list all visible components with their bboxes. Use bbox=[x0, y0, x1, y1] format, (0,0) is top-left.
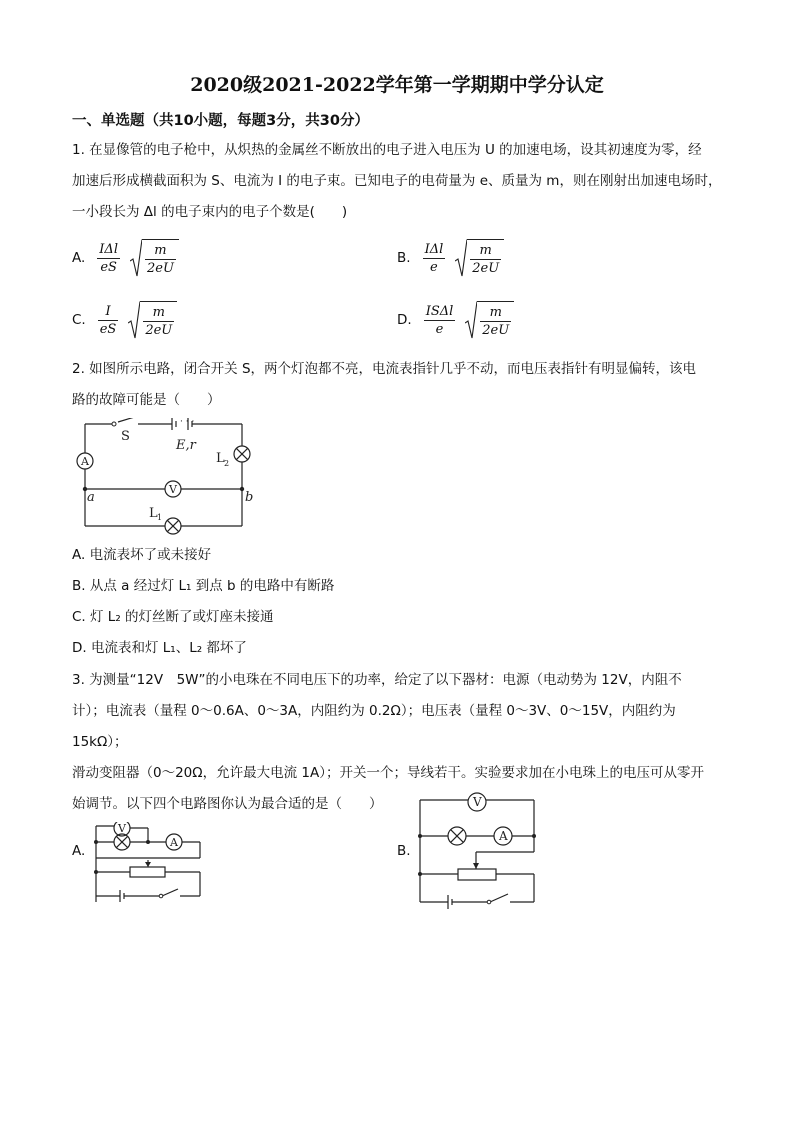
ammeter-label: A bbox=[81, 455, 89, 468]
numerator: IΔl bbox=[424, 241, 444, 257]
q3-line-2: 计）；电流表（量程 0～0.6A、0～3A，内阻约为 0.2Ω）；电压表（量程 0～3V、0～15V，内阻约为 15kΩ）； bbox=[72, 703, 676, 750]
radicand-denominator: 2eU bbox=[482, 323, 510, 338]
denominator: e bbox=[430, 259, 438, 275]
option-letter: C. bbox=[72, 312, 86, 328]
denominator: eS bbox=[99, 321, 117, 337]
q3-option-a-label: A. bbox=[72, 843, 86, 859]
q1-line-2: 加速后形成横截面积为 S、电流为 I 的电子束。已知电子的电荷量为 e、质量为 m，则在刚射出加速电场时， bbox=[72, 173, 722, 189]
q1-option-a bbox=[72, 234, 179, 282]
square-root bbox=[128, 301, 177, 339]
q2-text bbox=[72, 354, 732, 416]
q1-line-1: 1. 在显像管的电子枪中，从炽热的金属丝不断放出的电子进入电压为 U 的加速电场，设其初速度为零，经 bbox=[72, 142, 702, 158]
lamp2-label: L bbox=[216, 451, 225, 466]
radicand-numerator: m bbox=[480, 304, 511, 322]
q3-line-1: 3. 为测量“12V 5W”的小电珠在不同电压下的功率，给定了以下器材：电源（电动势为 12V，内阻不 bbox=[72, 672, 682, 688]
fraction bbox=[424, 303, 456, 338]
q1-option-c bbox=[72, 296, 177, 344]
section-heading: 一、单选题（共10小题，每题3分，共30分） bbox=[72, 113, 369, 129]
q3a-ammeter-label: A bbox=[170, 836, 178, 849]
radical-sign-icon bbox=[128, 301, 140, 339]
q2-options bbox=[72, 540, 732, 664]
q3-option-b-label: B. bbox=[397, 843, 411, 859]
q3-circuit-a bbox=[90, 822, 206, 914]
q3b-ammeter-label: A bbox=[499, 829, 508, 843]
radicand-numerator: m bbox=[143, 304, 174, 322]
page-title: 2020级2021-2022学年第一学期期中学分认定 bbox=[190, 74, 604, 96]
lamp2-subscript: 2 bbox=[224, 459, 230, 468]
lamp1-subscript: 1 bbox=[157, 513, 163, 522]
q2-circuit-diagram bbox=[72, 418, 262, 536]
switch-label: S bbox=[121, 429, 130, 444]
q1-text bbox=[72, 135, 732, 228]
q3-line-3: 滑动变阻器（0～20Ω，允许最大电流 1A）；开关一个；导线若干。实验要求加在小电珠上的电压可从零开 bbox=[72, 765, 704, 781]
denominator: eS bbox=[100, 259, 117, 275]
q1-option-b bbox=[397, 234, 504, 282]
numerator: ISΔl bbox=[425, 303, 454, 319]
q3-line-4: 始调节。以下四个电路图你认为最合适的是（ ） bbox=[72, 796, 383, 812]
radicand-denominator: 2eU bbox=[145, 323, 173, 338]
lamp1-label: L bbox=[149, 506, 158, 521]
numerator: I bbox=[98, 303, 119, 321]
radical-sign-icon bbox=[455, 239, 467, 277]
q2-line-2: 路的故障可能是（ ） bbox=[72, 392, 221, 408]
q3a-voltmeter-label: V bbox=[118, 822, 126, 835]
battery-label: E,r bbox=[176, 438, 196, 453]
q3-circuit-b bbox=[414, 790, 540, 914]
radicand-denominator: 2eU bbox=[146, 261, 174, 276]
q2-option-b: B. 从点 a 经过灯 L₁ 到点 b 的电路中有断路 bbox=[72, 578, 335, 594]
square-root bbox=[130, 239, 179, 277]
radical-sign-icon bbox=[130, 239, 142, 277]
fraction bbox=[98, 303, 119, 338]
node-b-label: b bbox=[245, 490, 254, 505]
fraction bbox=[97, 241, 120, 276]
node-a-label: a bbox=[87, 490, 95, 505]
q2-option-c: C. 灯 L₂ 的灯丝断了或灯座未接通 bbox=[72, 609, 274, 625]
denominator: e bbox=[435, 321, 444, 337]
square-root bbox=[465, 301, 514, 339]
q3-text bbox=[72, 665, 732, 820]
q1-option-d bbox=[397, 296, 514, 344]
option-letter: B. bbox=[397, 250, 411, 266]
numerator: IΔl bbox=[99, 241, 118, 257]
q1-line-3: 一小段长为 Δl 的电子束内的电子个数是( ) bbox=[72, 204, 348, 220]
square-root bbox=[455, 239, 504, 277]
svg-text:· · ·: · · · bbox=[180, 418, 195, 427]
fraction bbox=[423, 241, 446, 276]
voltmeter-label: V bbox=[169, 483, 177, 496]
q2-option-a: A. 电流表坏了或未接好 bbox=[72, 547, 212, 563]
option-letter: A. bbox=[72, 250, 86, 266]
q2-option-d: D. 电流表和灯 L₁、L₂ 都坏了 bbox=[72, 640, 247, 656]
q3b-voltmeter-label: V bbox=[473, 795, 482, 809]
q2-line-1: 2. 如图所示电路，闭合开关 S，两个灯泡都不亮，电流表指针几乎不动，而电压表指针有明显偏转，该电 bbox=[72, 361, 697, 377]
radical-sign-icon bbox=[465, 301, 477, 339]
option-letter: D. bbox=[397, 312, 412, 328]
radicand-numerator: m bbox=[145, 242, 176, 260]
radicand-numerator: m bbox=[470, 242, 501, 260]
radicand-denominator: 2eU bbox=[472, 261, 500, 276]
